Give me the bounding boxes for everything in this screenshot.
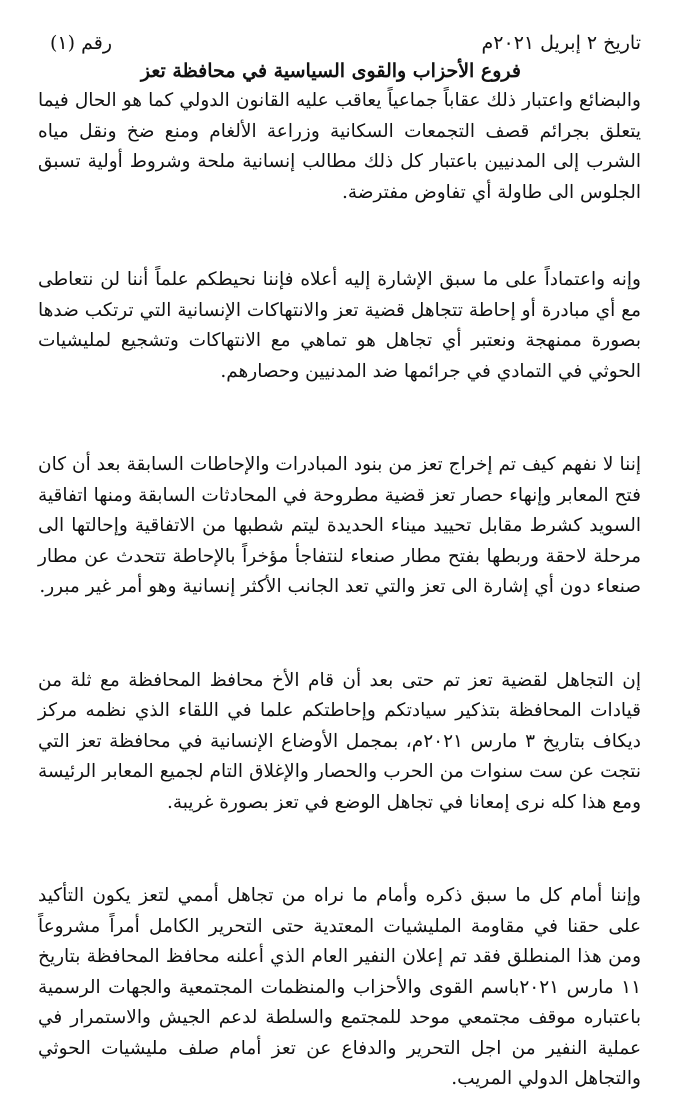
paragraph-1: والبضائع واعتبار ذلك عقاباً جماعياً يعاقب عليه القانون الدولي كما هو الحال فيما يتعلق بجرائم قصف التجمعات السكانية وزراعة الألغام ومنع ضخ ونقل مياه الشرب إلى المدنيين باعتبار كل ذلك مطالب إنسانية ملحة وشروط أولية تسبق الجلوس الى طاولة أي تفاوض مفترضة.	[38, 90, 641, 203]
paragraph-5: وإننا أمام كل ما سبق ذكره وأمام ما نراه من تجاهل أممي لتعز يكون التأكيد على حقنا في مقاومة المليشيات المعتدية حتى التحرير الكامل أمراً مشروعاً ومن هذا المنطلق فقد تم إعلان النفير العام الذي أعلنه محافظ المحافظة بتاريخ ١١ مارس ٢٠٢١باسم القوى والأحزاب والمنظمات المجتمعية والجهات الرسمية باعتباره موقف مجتمعي موحد للمجتمع والسلطة لدعم الجيش والاستمرار في عملية النفير من اجل التحرير والدفاع عن تعز أمام صلف مليشيات الحوثي والتجاهل الدولي المريب.	[38, 885, 642, 1089]
letter-date: تاريخ ٢ إبريل ٢٠٢١م	[481, 32, 641, 54]
paragraph-2: وإنه واعتماداً على ما سبق الإشارة إليه أعلاه فإننا نحيطكم علماً أننا لن نتعاطى مع أي مبادرة أو إحاطة تتجاهل قضية تعز والانتهاكات الإنسانية التي ترتكب ضدها بصورة ممنهجة ونعتبر أي تجاهل هو تماهي مع الانتهاكات وتشجيع لمليشيات الحوثي في التمادي في جرائمها ضد المدنيين وحصارهم.	[38, 269, 641, 382]
letter-number: رقم (١)	[50, 32, 112, 54]
paragraph-4: إن التجاهل لقضية تعز تم حتى بعد أن قام الأخ محافظ المحافظة مع ثلة من قيادات المحافظة بتذكير سيادتكم وإحاطتكم علما في اللقاء الذي نظمه مركز ديكاف بتاريخ ٣ مارس ٢٠٢١م، بمجمل الأوضاع الإنسانية في محافظة تعز التي نتجت عن ست سنوات من الحرب والحصار والإغلاق التام لجميع المعابر الرئيسة ومع هذا كله نرى إمعانا في تجاهل الوضع في تعز بصورة غريبة.	[38, 669, 642, 813]
paragraph-3: إننا لا نفهم كيف تم إخراج تعز من بنود المبادرات والإحاطات السابقة بعد أن كان فتح المعابر وإنهاء حصار تعز قضية مطروحة في المحادثات السابقة ومنها اتفاقية السويد كشرط مقابل تحييد ميناء الحديدة ليتم شطبها من الاتفاقية وإحالتها الى مرحلة لاحقة وربطها بفتح مطار صنعاء لنتفاجأ مؤخراً بالإحاطة تتحدث عن مطار صنعاء دون أي إشارة الى تعز والتي تعد الجانب الأكثر إنسانية وهو أمر غير مبرر.	[38, 454, 641, 597]
letter-title: فروع الأحزاب والقوى السياسية في محافظة تعز	[140, 60, 521, 82]
letter-header	[50, 30, 641, 56]
